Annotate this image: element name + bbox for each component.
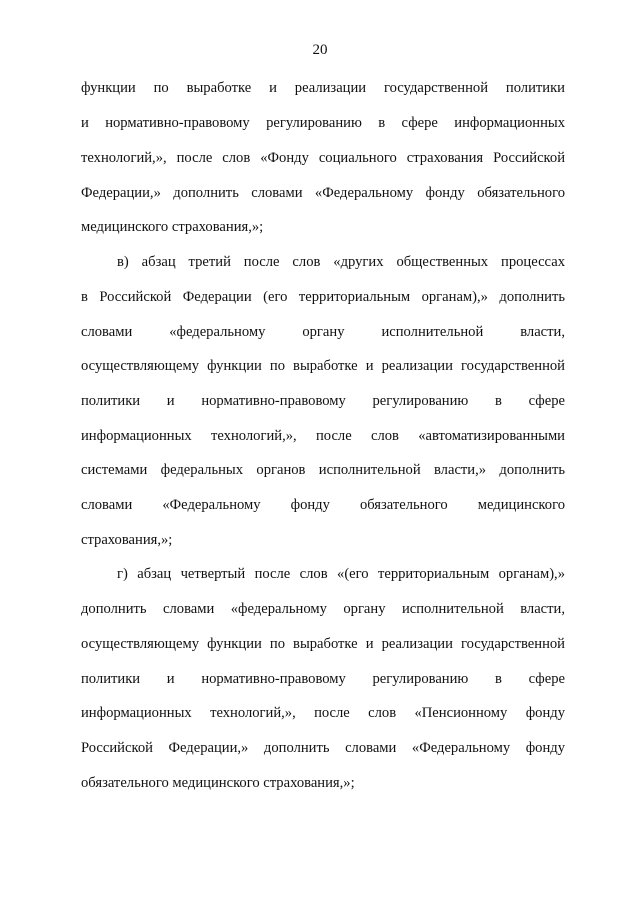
text-line: политики и нормативно-правовому регулированию в сфере xyxy=(81,393,565,409)
text-line: системами федеральных органов исполнительной власти,» дополнить xyxy=(81,462,565,478)
text-line: функции по выработке и реализации государственной политики xyxy=(81,80,565,96)
text-line: словами «Федеральному фонду обязательного медицинского xyxy=(81,497,565,513)
text-line: и нормативно-правовому регулированию в сфере информационных xyxy=(81,115,565,131)
text-line: обязательного медицинского страхования,»; xyxy=(81,775,355,791)
text-line: Российской Федерации,» дополнить словами «Федеральному фонду xyxy=(81,740,565,756)
text-line: информационных технологий,», после слов «Пенсионному фонду xyxy=(81,705,565,721)
page-number: 20 xyxy=(312,42,328,58)
text-line: дополнить словами «федеральному органу исполнительной власти, xyxy=(81,601,565,617)
text-line: информационных технологий,», после слов «автоматизированными xyxy=(81,428,565,444)
text-line: осуществляющему функции по выработке и реализации государственной xyxy=(81,636,565,652)
text-line: осуществляющему функции по выработке и реализации государственной xyxy=(81,358,565,374)
paragraph-first-line: г) абзац четвертый после слов «(его территориальным органам),» xyxy=(117,566,565,582)
text-line: страхования,»; xyxy=(81,532,173,548)
text-line: Федерации,» дополнить словами «Федеральному фонду обязательного xyxy=(81,185,565,201)
text-line: политики и нормативно-правовому регулированию в сфере xyxy=(81,671,565,687)
text-line: медицинского страхования,»; xyxy=(81,219,264,235)
paragraph-first-line: в) абзац третий после слов «других общественных процессах xyxy=(117,254,565,270)
text-line: технологий,», после слов «Фонду социального страхования Российской xyxy=(81,150,565,166)
text-line: в Российской Федерации (его территориальным органам),» дополнить xyxy=(81,289,565,305)
text-line: словами «федеральному органу исполнительной власти, xyxy=(81,324,565,340)
